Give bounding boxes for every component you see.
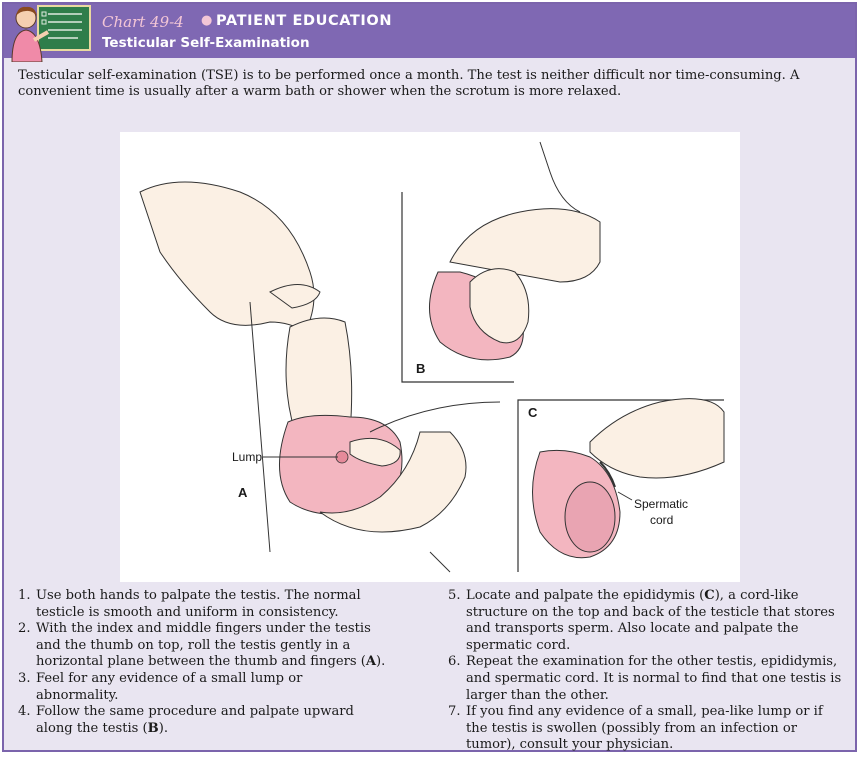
list-item: 5. Locate and palpate the epididymis (C), a cord-like structure on the top and back of the testicle that stores and transports sperm. Also locate and palpate the spermatic cord.: [448, 588, 835, 653]
label-a: A: [238, 485, 248, 500]
teacher-at-chalkboard-icon: [8, 2, 94, 62]
chart-number: Chart 49-4: [102, 13, 184, 31]
patient-education-chart: [2, 2, 857, 752]
label-b: B: [416, 361, 426, 376]
list-item: 6. Repeat the examination for the other testis, epididymis, and spermatic cord. It is normal to find that one testis is larger than the other.: [448, 654, 842, 703]
hand-c: [590, 399, 724, 478]
chart-header: [4, 4, 855, 58]
illustration: [120, 132, 740, 582]
list-item: 3. Feel for any evidence of a small lump or abnormality.: [18, 670, 303, 703]
list-item: 1. Use both hands to palpate the testis. The normal testicle is smooth and uniform in consistency.: [18, 588, 361, 620]
steps-left-column: [18, 588, 388, 737]
panel-b-body: [450, 209, 600, 282]
upper-hand: [140, 182, 314, 332]
label-c: C: [528, 405, 538, 420]
steps-right-column: [448, 588, 848, 754]
cord-label: cord: [650, 513, 674, 527]
shaft: [286, 318, 352, 432]
testis-c: [565, 482, 615, 552]
separator-dot: ●: [201, 13, 213, 28]
list-item: 4. Follow the same procedure and palpate upward along the testis (B).: [18, 704, 354, 736]
list-item: 7. If you find any evidence of a small, pea-like lump or if the testis is swollen (possibly from an infection or tumor), consult your physician.: [448, 704, 823, 753]
lump-label: Lump: [232, 450, 263, 464]
spermatic-label: Spermatic: [634, 497, 689, 511]
page-title: Testicular Self-Examination: [102, 35, 310, 51]
chart-type: PATIENT EDUCATION: [216, 13, 393, 29]
tse-illustration: [120, 132, 740, 582]
intro-paragraph: Testicular self-examination (TSE) is to be performed once a month. The test is neither difficult nor time-consuming. A convenient time is usually after a warm bath or shower when the scrotum is more relaxed.: [18, 68, 800, 99]
list-item: 2. With the index and middle fingers under the testis and the thumb on top, roll the testis gently in a horizontal plane between the thumb and fingers (A).: [18, 621, 386, 670]
